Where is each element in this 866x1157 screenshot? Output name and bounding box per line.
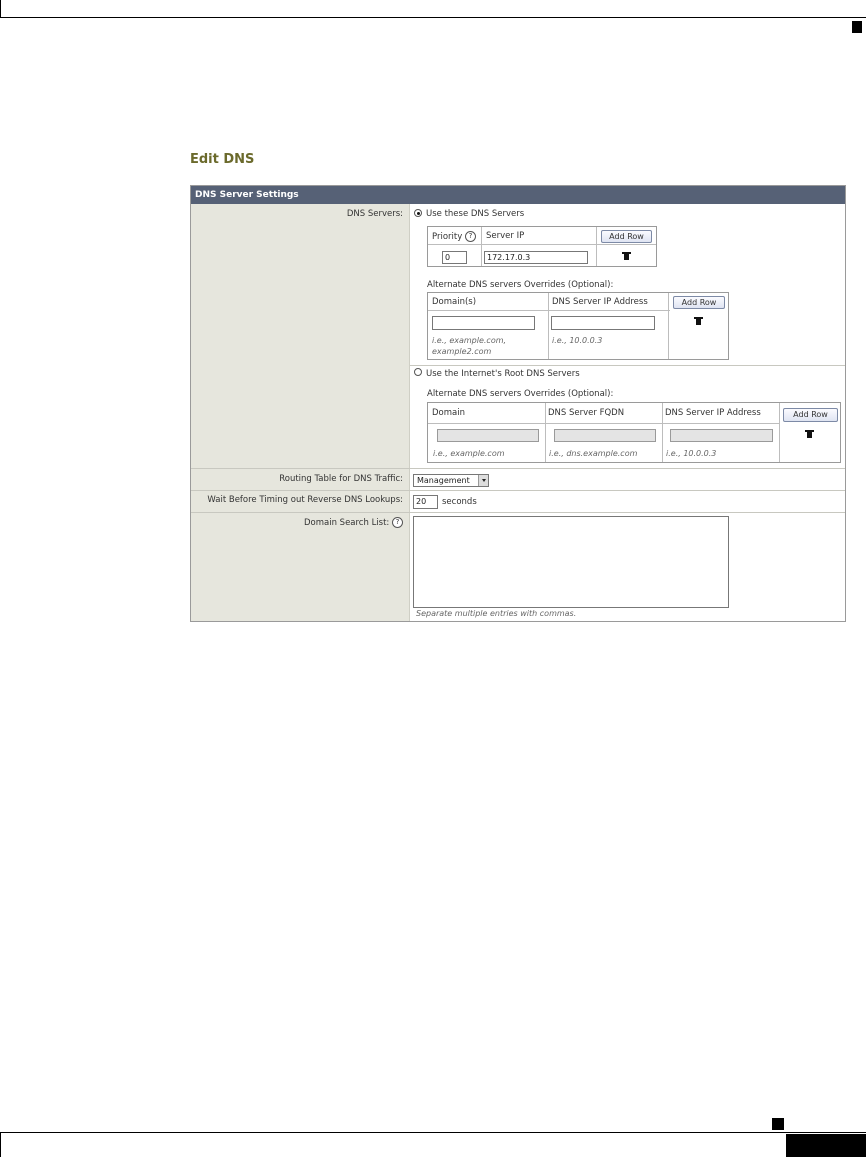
- header-rule: [0, 17, 866, 18]
- row-separator: [191, 512, 845, 513]
- root-overrides-table: [427, 402, 841, 463]
- reverse-lookup-input[interactable]: 20: [413, 495, 438, 509]
- chevron-down-icon[interactable]: [478, 475, 488, 486]
- row-separator: [191, 490, 845, 491]
- domains-hint: i.e., example.com,: [432, 336, 507, 345]
- use-root-dns-label: Use the Internet's Root DNS Servers: [426, 369, 580, 379]
- routing-label: Routing Table for DNS Traffic:: [279, 474, 403, 484]
- routing-select-value: Management: [417, 476, 470, 485]
- root-fqdn-input[interactable]: [554, 429, 656, 442]
- trash-icon[interactable]: [623, 252, 630, 260]
- fqdn-header: DNS Server FQDN: [548, 408, 625, 418]
- label-column: [191, 204, 409, 621]
- footer-marker: [772, 1118, 784, 1130]
- help-icon[interactable]: ?: [465, 231, 476, 242]
- row-separator: [191, 468, 845, 469]
- server-ip-header: Server IP: [486, 231, 525, 241]
- trash-icon[interactable]: [695, 317, 702, 325]
- root-ip-header: DNS Server IP Address: [665, 408, 761, 418]
- footer-page-block: [786, 1134, 866, 1157]
- search-list-hint: Separate multiple entries with commas.: [416, 609, 577, 618]
- dns-ip-header: DNS Server IP Address: [552, 297, 648, 307]
- add-override-row-button[interactable]: Add Row: [673, 296, 725, 309]
- root-domain-hint: i.e., example.com: [433, 449, 505, 458]
- root-overrides-label: Alternate DNS servers Overrides (Optional):: [427, 389, 614, 399]
- domains-header: Domain(s): [432, 297, 477, 307]
- add-root-row-button[interactable]: Add Row: [783, 408, 838, 422]
- footer-rule: [0, 1132, 866, 1133]
- root-ip-input[interactable]: [670, 429, 773, 442]
- use-these-dns-radio[interactable]: [414, 209, 422, 217]
- domains-input[interactable]: [432, 316, 535, 330]
- use-root-dns-radio[interactable]: [414, 368, 422, 376]
- routing-select[interactable]: [413, 474, 489, 487]
- root-ip-hint: i.e., 10.0.0.3: [666, 449, 717, 458]
- root-fqdn-hint: i.e., dns.example.com: [549, 449, 638, 458]
- root-domain-input[interactable]: [437, 429, 539, 442]
- overrides-table: [427, 292, 729, 360]
- footer-rule-tick: [0, 1132, 1, 1157]
- priority-input[interactable]: 0: [442, 251, 467, 264]
- server-ip-input[interactable]: 172.17.0.3: [484, 251, 588, 264]
- help-icon[interactable]: ?: [392, 517, 403, 528]
- dns-server-table: [427, 226, 657, 267]
- trash-icon[interactable]: [806, 430, 813, 438]
- page-title: Edit DNS: [190, 152, 255, 167]
- column-divider: [409, 204, 410, 621]
- priority-header: Priority ?: [432, 231, 476, 242]
- use-these-dns-label: Use these DNS Servers: [426, 209, 525, 219]
- add-row-button[interactable]: Add Row: [601, 230, 652, 243]
- reverse-lookup-unit: seconds: [442, 497, 477, 507]
- panel-header: DNS Server Settings: [191, 186, 845, 204]
- override-ip-input[interactable]: [551, 316, 655, 330]
- overrides-label: Alternate DNS servers Overrides (Optional):: [427, 280, 614, 290]
- header-marker: [852, 21, 862, 33]
- search-list-label: Domain Search List: ?: [193, 517, 403, 528]
- search-list-textarea[interactable]: [413, 516, 729, 608]
- reverse-lookup-label: Wait Before Timing out Reverse DNS Lookups:: [207, 495, 403, 505]
- section-separator: [410, 365, 845, 366]
- domains-hint-line2: example2.com: [432, 347, 492, 356]
- ip-hint: i.e., 10.0.0.3: [552, 336, 603, 345]
- dns-settings-panel: [190, 185, 846, 622]
- domain-header: Domain: [432, 408, 465, 418]
- header-rule-tick: [0, 0, 1, 18]
- dns-servers-label: DNS Servers:: [346, 209, 403, 219]
